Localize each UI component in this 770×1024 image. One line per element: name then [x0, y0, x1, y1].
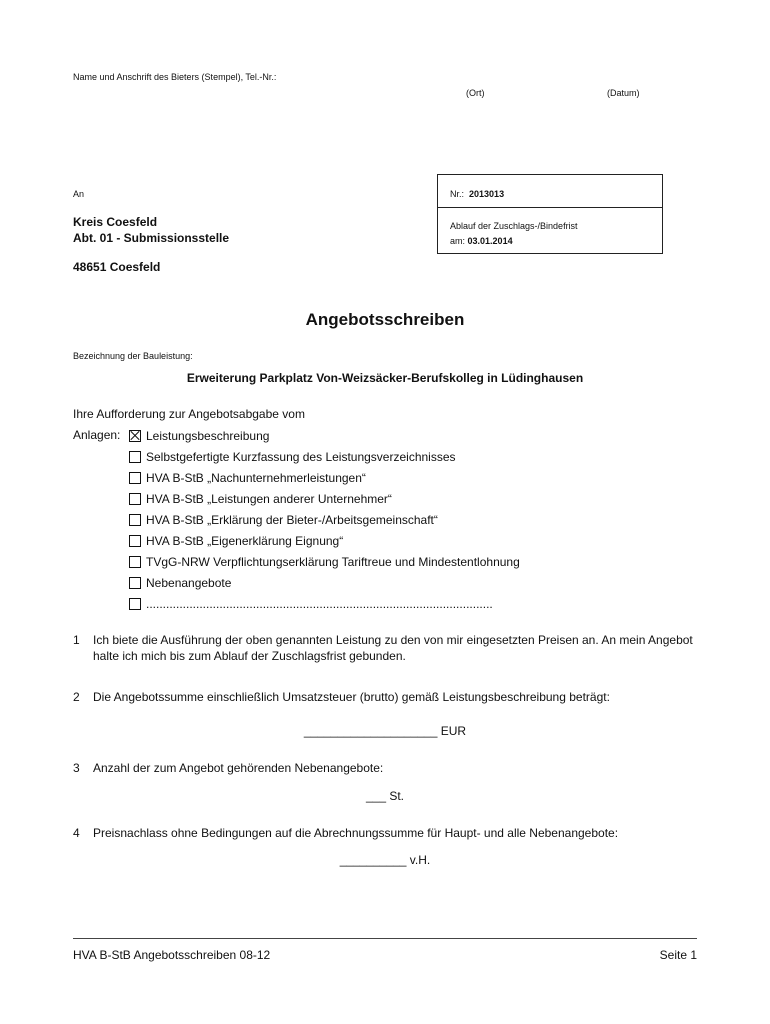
footer-form-id: HVA B-StB Angebotsschreiben 08-12: [73, 948, 271, 962]
attachment-label: HVA B-StB „Erklärung der Bieter-/Arbeitsgemeinschaft“: [146, 513, 438, 527]
attachment-row: [129, 470, 366, 486]
anlagen-label: Anlagen:: [73, 428, 121, 442]
frist-date-line: [450, 234, 578, 249]
recipient-address: [73, 214, 229, 246]
attachment-label: TVgG-NRW Verpflichtungserklärung Tariftreue und Mindestentlohnung: [146, 555, 520, 569]
attachment-label: ........................................................................................................: [146, 597, 493, 611]
attachment-label: HVA B-StB „Eigenerklärung Eignung“: [146, 534, 344, 548]
attachment-checkbox[interactable]: [129, 535, 141, 547]
st-fill-field[interactable]: ___ St.: [365, 789, 405, 803]
recipient-line2: Abt. 01 - Submissionsstelle: [73, 231, 230, 245]
attachment-label: Leistungsbeschreibung: [146, 429, 270, 443]
attachment-row: [129, 512, 438, 528]
item-number: 3: [73, 761, 80, 775]
nr-value: 2013013: [469, 189, 505, 199]
attachment-checkbox[interactable]: [129, 493, 141, 505]
item-text: Ich biete die Ausführung der oben genannten Leistung zu den von mir eingesetzten Preisen an. An mein Angebot halte ich mich bis zum Ablauf der Zuschlagsfrist gebunden.: [93, 633, 693, 663]
sender-label: Name und Anschrift des Bieters (Stempel), Tel.-Nr.:: [73, 72, 277, 82]
item-text: Preisnachlass ohne Bedingungen auf die Abrechnungssumme für Haupt- und alle Nebenangebote:: [93, 826, 619, 840]
attachment-label: Nebenangebote: [146, 576, 232, 590]
attachment-checkbox[interactable]: [129, 598, 141, 610]
item-number: 1: [73, 633, 80, 647]
recipient-line1: Kreis Coesfeld: [73, 215, 158, 229]
footer-divider: [73, 938, 697, 939]
attachment-row: [129, 575, 231, 591]
item-number: 4: [73, 826, 80, 840]
eur-fill-field[interactable]: ____________________ EUR: [303, 724, 467, 738]
attachment-row: [129, 596, 493, 612]
aufforderung-line: Ihre Aufforderung zur Angebotsabgabe vom: [73, 407, 305, 421]
box-divider: [438, 207, 662, 208]
attachment-checkbox[interactable]: [129, 472, 141, 484]
attachment-checkbox[interactable]: [129, 514, 141, 526]
nr-label: Nr.:: [450, 189, 465, 199]
item-number: 2: [73, 690, 80, 704]
project-name: Erweiterung Parkplatz Von-Weizsäcker-Berufskolleg in Lüdinghausen: [186, 371, 584, 385]
attachment-row: [129, 449, 456, 465]
attachment-label: HVA B-StB „Leistungen anderer Unternehmer“: [146, 492, 392, 506]
frist-label: Ablauf der Zuschlags-/Bindefrist: [450, 221, 578, 231]
an-label: An: [73, 189, 85, 199]
datum-label: (Datum): [607, 88, 640, 98]
recipient-city: 48651 Coesfeld: [73, 260, 161, 274]
attachment-checkbox[interactable]: [129, 451, 141, 463]
item-text: Die Angebotssumme einschließlich Umsatzsteuer (brutto) gemäß Leistungsbeschreibung beträgt:: [93, 690, 610, 704]
attachment-checkbox[interactable]: [129, 556, 141, 568]
reference-box: [437, 174, 663, 254]
nr-line: [450, 189, 504, 199]
attachment-checkbox[interactable]: [129, 577, 141, 589]
ort-label: (Ort): [466, 88, 485, 98]
attachment-label: HVA B-StB „Nachunternehmerleistungen“: [146, 471, 366, 485]
frist-block: [450, 219, 578, 249]
attachment-row: [129, 554, 520, 570]
page-number: Seite 1: [659, 948, 697, 962]
attachment-row: [129, 491, 392, 507]
vh-fill-field[interactable]: __________ v.H.: [339, 853, 431, 867]
attachment-row: [129, 428, 269, 444]
am-label: am:: [450, 236, 466, 246]
attachment-label: Selbstgefertigte Kurzfassung des Leistungsverzeichnisses: [146, 450, 456, 464]
attachment-row: [129, 533, 343, 549]
attachment-checkbox[interactable]: [129, 430, 141, 442]
item-text: Anzahl der zum Angebot gehörenden Nebenangebote:: [93, 761, 384, 775]
bauleistung-label: Bezeichnung der Bauleistung:: [73, 351, 193, 361]
document-title: Angebotsschreiben: [305, 310, 465, 329]
am-value: 03.01.2014: [467, 236, 513, 246]
